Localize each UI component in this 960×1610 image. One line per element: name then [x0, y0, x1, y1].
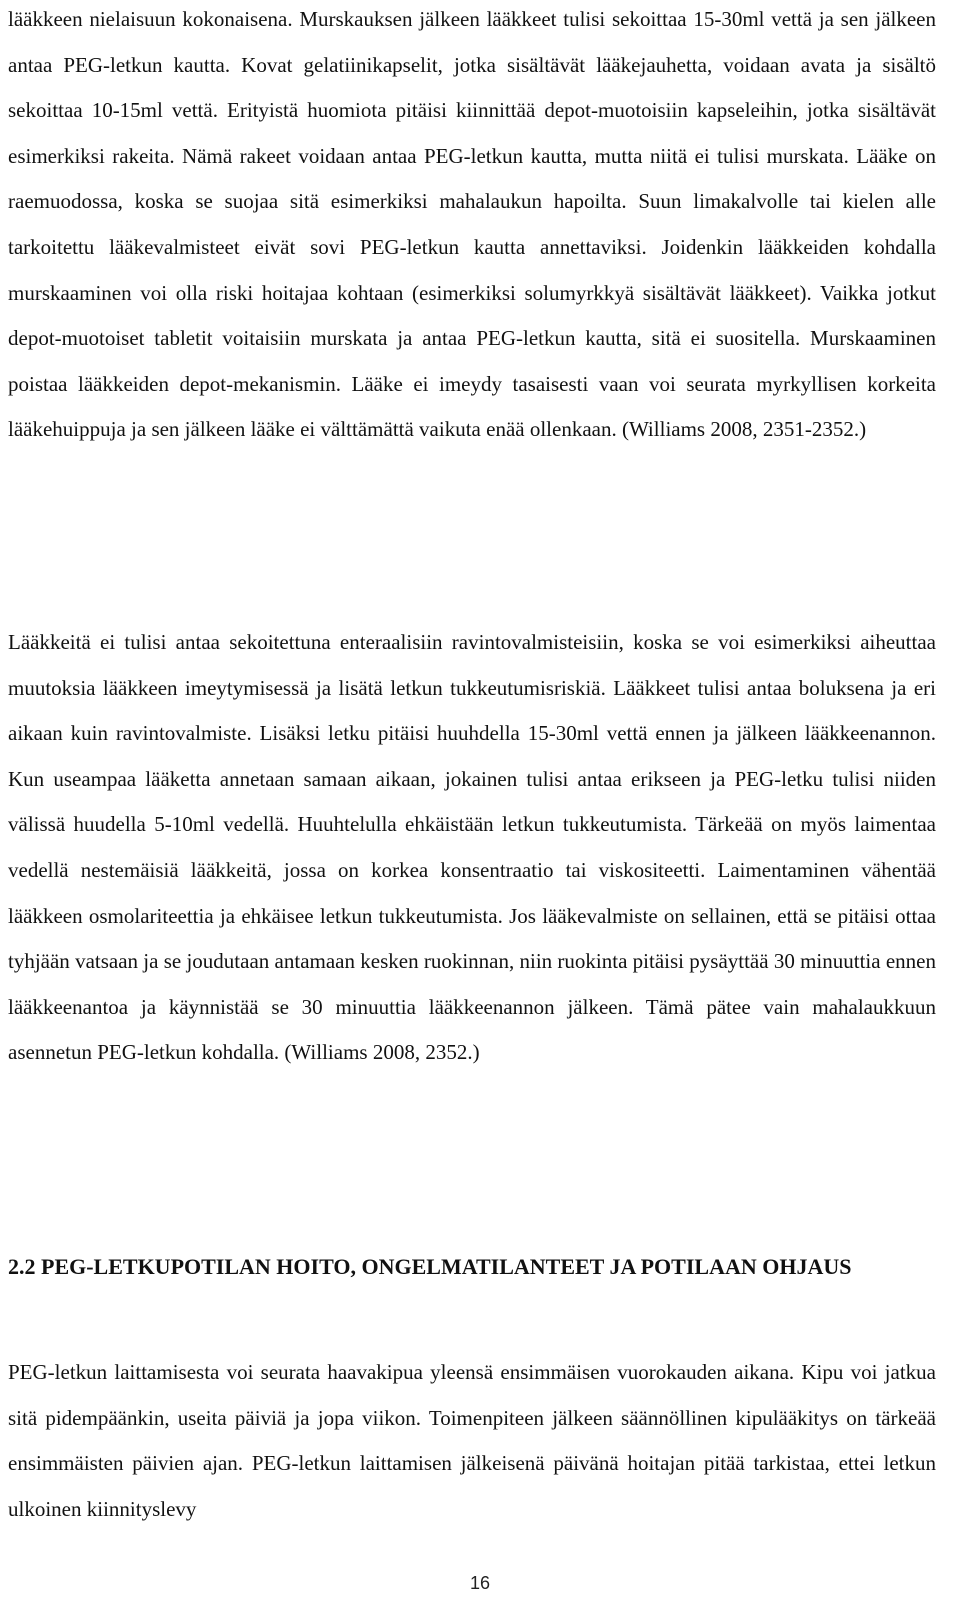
section-heading: 2.2 PEG-LETKUPOTILAN HOITO, ONGELMATILANTEET JA POTILAAN OHJAUS — [8, 1254, 852, 1279]
body-paragraph-3: PEG-letkun laittamisesta voi seurata haavakipua yleensä ensimmäisen vuorokauden aikana. Kipu voi jatkua sitä pidempäänkin, useita päiviä ja jopa viikon. Toimenpiteen jälkeen säännöllinen kipulääkitys on tärkeää ensimmäisten päivien ajan. PEG-letkun laittamisen jälkeisenä päivänä hoitajan pitää tarkistaa, ettei letkun ulkoinen kiinnityslevy — [8, 1360, 936, 1521]
body-paragraph-2: Lääkkeitä ei tulisi antaa sekoitettuna enteraalisiin ravintovalmisteisiin, koska se voi esimerkiksi aiheuttaa muutoksia lääkkeen imeytymisessä ja lisätä letkun tukkeutumisriskiä. Lääkkeet tulisi antaa boluksena ja eri aikaan kuin ravintovalmiste. Lisäksi letku pitäisi huuhdella 15-30ml vettä ennen ja jälkeen lääkkeenannon. Kun useampaa lääketta annetaan samaan aikaan, jokainen tulisi antaa erikseen ja PEG-letku tulisi niiden välissä huudella 5-10ml vedellä. Huuhtelulla ehkäistään letkun tukkeutumista. Tärkeää on myös laimentaa vedellä nestemäisiä lääkkeitä, jossa on korkea konsentraatio tai viskositeetti. Laimentaminen vähentää lääkkeen osmolariteettia ja ehkäisee letkun tukkeutumista. Jos lääkevalmiste on sellainen, että se pitäisi ottaa tyhjään vatsaan ja se joudutaan antamaan kesken ruokinnan, niin ruokinta pitäisi pysäyttää 30 minuuttia ennen lääkkeenantoa ja käynnistää se 30 minuuttia lääkkeenannon jälkeen. Tämä pätee vain mahalaukkuun asennetun PEG-letkun kohdalla. (Williams 2008, 2352.) — [8, 630, 936, 1065]
body-paragraph-1: lääkkeen nielaisuun kokonaisena. Murskauksen jälkeen lääkkeet tulisi sekoittaa 15-30ml vettä ja sen jälkeen antaa PEG-letkun kautta. Kovat gelatiinikapselit, jotka sisältävät lääkejauhetta, voidaan avata ja sisältö sekoittaa 10-15ml vettä. Erityistä huomiota pitäisi kiinnittää depot-muotoisiin kapseleihin, jotka sisältävät esimerkiksi rakeita. Nämä rakeet voidaan antaa PEG-letkun kautta, mutta niitä ei tulisi murskata. Lääke on raemuodossa, koska se suojaa sitä esimerkiksi mahalaukun hapoilta. Suun limakalvolle tai kielen alle tarkoitettu lääkevalmisteet eivät sovi PEG-letkun kautta annettaviksi. Joidenkin lääkkeiden kohdalla murskaaminen voi olla riski hoitajaa kohtaan (esimerkiksi solumyrkkyä sisältävät lääkkeet). Vaikka jotkut depot-muotoiset tabletit voitaisiin murskata ja antaa PEG-letkun kautta, sitä ei suositella. Murskaaminen poistaa lääkkeiden depot-mekanismin. Lääke ei imeydy tasaisesti vaan voi seurata myrkyllisen korkeita lääkehuippuja ja sen jälkeen lääke ei välttämättä vaikuta enää ollenkaan. (Williams 2008, 2351-2352.) — [8, 7, 936, 442]
page-number: 16 — [469, 1573, 491, 1593]
